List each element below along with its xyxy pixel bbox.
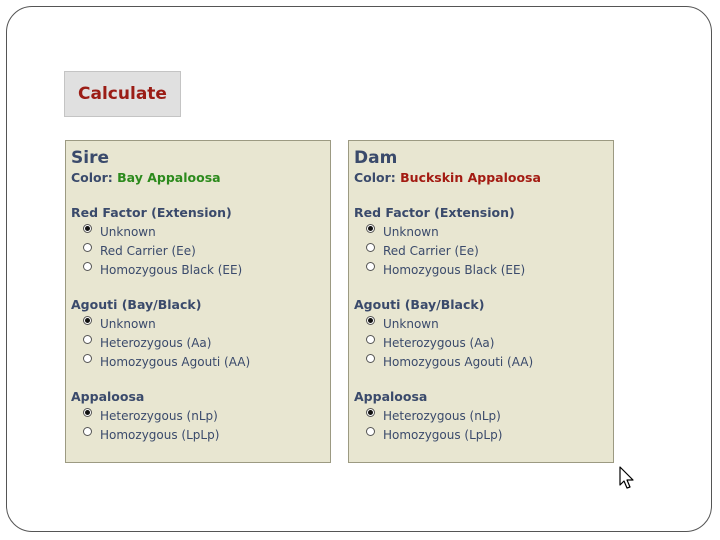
radio-button[interactable] <box>366 427 375 436</box>
option-label: Unknown <box>100 224 156 239</box>
option-label: Heterozygous (nLp) <box>100 408 218 423</box>
dam-appaloosa-option-homozygous[interactable] <box>354 425 613 444</box>
sire-red-factor-option-unknown[interactable] <box>71 222 330 241</box>
sire-red-factor-group <box>71 204 330 279</box>
radio-button[interactable] <box>83 335 92 344</box>
sire-appaloosa-option-homozygous[interactable] <box>71 425 330 444</box>
dam-red-factor-group <box>354 204 613 279</box>
sire-agouti-option-unknown[interactable] <box>71 314 330 333</box>
calculate-button[interactable]: Calculate <box>64 71 181 117</box>
radio-button-selected[interactable] <box>366 316 375 325</box>
option-label: Homozygous Agouti (AA) <box>100 354 251 369</box>
option-label: Unknown <box>383 224 439 239</box>
dam-appaloosa-group <box>354 388 613 444</box>
option-label: Red Carrier (Ee) <box>100 243 196 258</box>
radio-button-selected[interactable] <box>83 224 92 233</box>
dam-color-value: Buckskin Appaloosa <box>400 170 541 185</box>
radio-button[interactable] <box>366 354 375 363</box>
sire-appaloosa-title: Appaloosa <box>71 389 145 404</box>
option-label: Heterozygous (nLp) <box>383 408 501 423</box>
option-label: Red Carrier (Ee) <box>383 243 479 258</box>
option-label: Homozygous (LpLp) <box>383 427 503 442</box>
dam-agouti-title: Agouti (Bay/Black) <box>354 297 485 312</box>
radio-button[interactable] <box>366 335 375 344</box>
dam-agouti-group <box>354 296 613 371</box>
option-label: Unknown <box>383 316 439 331</box>
radio-button-selected[interactable] <box>83 316 92 325</box>
sire-agouti-title: Agouti (Bay/Black) <box>71 297 202 312</box>
radio-button-selected[interactable] <box>83 408 92 417</box>
dam-appaloosa-option-heterozygous[interactable] <box>354 406 613 425</box>
dam-agouti-option-homozygous-agouti[interactable] <box>354 352 613 371</box>
radio-button[interactable] <box>83 243 92 252</box>
sire-agouti-option-heterozygous[interactable] <box>71 333 330 352</box>
radio-button[interactable] <box>366 262 375 271</box>
option-label: Homozygous Black (EE) <box>100 262 243 277</box>
dam-color-line <box>354 169 613 187</box>
option-label: Heterozygous (Aa) <box>383 335 495 350</box>
dam-red-factor-option-homozygous-black[interactable] <box>354 260 613 279</box>
mouse-pointer-icon <box>619 466 635 490</box>
option-label: Homozygous Black (EE) <box>383 262 526 277</box>
dam-title: Dam <box>354 148 398 168</box>
sire-red-factor-title: Red Factor (Extension) <box>71 205 232 220</box>
sire-appaloosa-option-heterozygous[interactable] <box>71 406 330 425</box>
radio-button[interactable] <box>366 243 375 252</box>
radio-button[interactable] <box>83 427 92 436</box>
dam-red-factor-option-unknown[interactable] <box>354 222 613 241</box>
sire-color-label: Color: <box>71 170 113 185</box>
sire-appaloosa-group <box>71 388 330 444</box>
sire-agouti-option-homozygous-agouti[interactable] <box>71 352 330 371</box>
sire-agouti-group <box>71 296 330 371</box>
option-label: Unknown <box>100 316 156 331</box>
sire-red-factor-option-homozygous-black[interactable] <box>71 260 330 279</box>
dam-agouti-option-unknown[interactable] <box>354 314 613 333</box>
dam-agouti-option-heterozygous[interactable] <box>354 333 613 352</box>
sire-red-factor-option-red-carrier[interactable] <box>71 241 330 260</box>
dam-appaloosa-title: Appaloosa <box>354 389 428 404</box>
option-label: Homozygous Agouti (AA) <box>383 354 534 369</box>
radio-button-selected[interactable] <box>366 224 375 233</box>
sire-title: Sire <box>71 148 109 168</box>
radio-button-selected[interactable] <box>366 408 375 417</box>
sire-color-value: Bay Appaloosa <box>117 170 221 185</box>
radio-button[interactable] <box>83 262 92 271</box>
option-label: Heterozygous (Aa) <box>100 335 212 350</box>
sire-panel <box>65 140 331 463</box>
dam-panel <box>348 140 614 463</box>
dam-color-label: Color: <box>354 170 396 185</box>
dam-red-factor-title: Red Factor (Extension) <box>354 205 515 220</box>
sire-color-line <box>71 169 330 187</box>
dam-red-factor-option-red-carrier[interactable] <box>354 241 613 260</box>
radio-button[interactable] <box>83 354 92 363</box>
option-label: Homozygous (LpLp) <box>100 427 220 442</box>
